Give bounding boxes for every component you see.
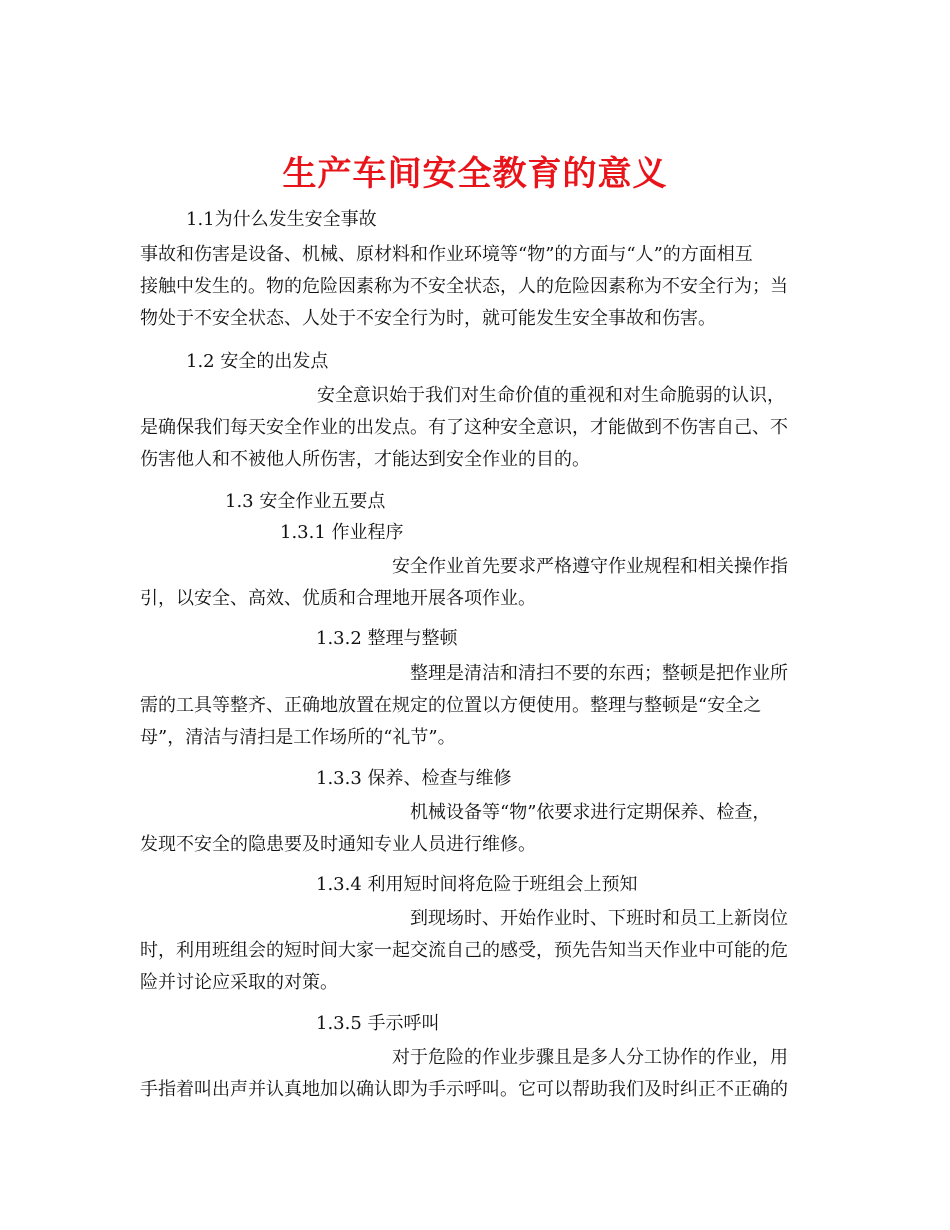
paragraph-line: 时，利用班组会的短时间大家一起交流自己的感受，预先告知当天作业中可能的危 [140,940,788,961]
paragraph-1-3-1 [140,551,812,615]
paragraph-line: 需的工具等整齐、正确地放置在规定的位置以方便使用。整理与整顿是“安全之 [140,695,762,716]
heading-1-3-1: 1.3.1 作业程序 [280,522,404,543]
paragraph-line: 伤害他人和不被他人所伤害，才能达到安全作业的目的。 [140,449,590,470]
paragraph-1-3-2 [140,658,812,754]
paragraph-1-2 [140,380,812,476]
paragraph-line: 发现不安全的隐患要及时通知专业人员进行维修。 [140,834,536,855]
page-title: 生产车间安全教育的意义 [282,153,668,194]
paragraph-line: 安全作业首先要求严格遵守作业规程和相关操作指 [392,556,788,577]
paragraph-1-3-3 [140,797,812,861]
paragraph-1-3-4 [140,903,812,999]
paragraph-line: 整理是清洁和清扫不要的东西；整顿是把作业所 [410,663,788,684]
paragraph-1-3-5 [140,1042,812,1106]
heading-1-3-2: 1.3.2 整理与整顿 [316,628,458,649]
paragraph-line: 事故和伤害是设备、机械、原材料和作业环境等“物”的方面与“人”的方面相互 [140,244,753,265]
heading-1-1: 1.1为什么发生安全事故 [186,209,377,230]
paragraph-line: 是确保我们每天安全作业的出发点。有了这种安全意识，才能做到不伤害自己、不 [140,417,788,438]
paragraph-line: 到现场时、开始作业时、下班时和员工上新岗位 [410,908,788,929]
paragraph-line: 对于危险的作业步骤且是多人分工协作的作业，用 [392,1047,788,1068]
paragraph-line: 机械设备等“物”依要求进行定期保养、检查， [410,802,771,823]
paragraph-line: 母”，清洁与清扫是工作场所的“礼节”。 [140,727,456,748]
heading-1-3-4: 1.3.4 利用短时间将危险于班组会上预知 [316,874,638,895]
paragraph-line: 安全意识始于我们对生命价值的重视和对生命脆弱的认识， [317,385,785,406]
heading-1-3-3: 1.3.3 保养、检查与维修 [316,768,512,789]
paragraph-line: 引，以安全、高效、优质和合理地开展各项作业。 [140,588,536,609]
heading-1-2: 1.2 安全的出发点 [186,351,329,372]
heading-1-3: 1.3 安全作业五要点 [225,491,386,512]
paragraph-1-1 [140,239,812,335]
heading-1-3-5: 1.3.5 手示呼叫 [316,1013,440,1034]
paragraph-line: 接触中发生的。物的危险因素称为不安全状态，人的危险因素称为不安全行为；当 [140,276,788,297]
paragraph-line: 手指着叫出声并认真地加以确认即为手示呼叫。它可以帮助我们及时纠正不正确的 [140,1079,788,1100]
paragraph-line: 险并讨论应采取的对策。 [140,972,338,993]
paragraph-line: 物处于不安全状态、人处于不安全行为时，就可能发生安全事故和伤害。 [140,308,716,329]
